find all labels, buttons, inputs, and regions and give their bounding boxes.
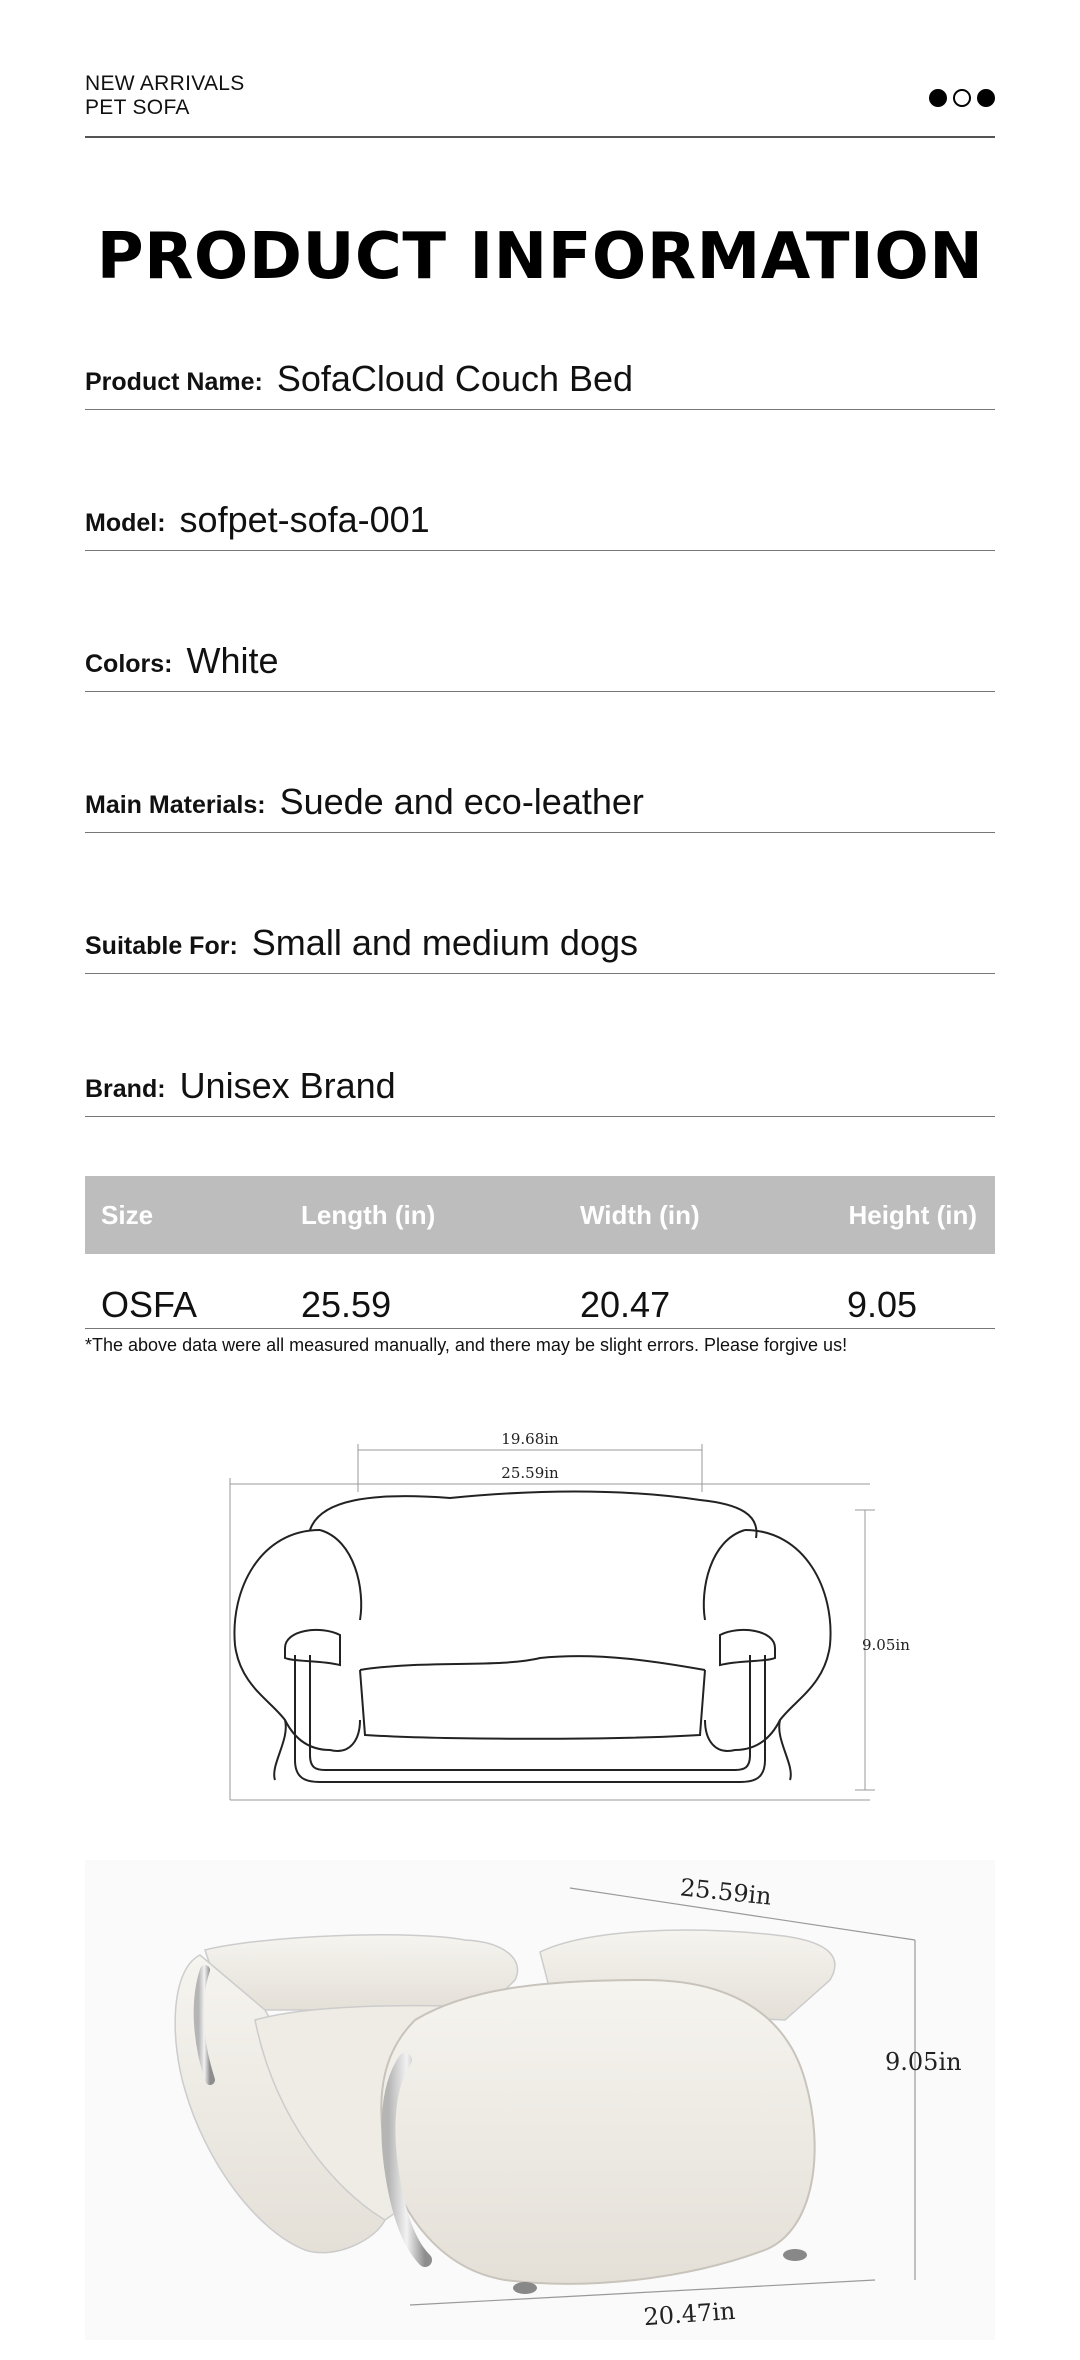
info-label: Suitable For:: [85, 932, 238, 960]
dot-hollow-icon: [953, 89, 971, 107]
cell-width: 20.47: [580, 1284, 671, 1325]
info-value: White: [186, 640, 279, 681]
sofa-line-drawing: [200, 1420, 910, 1820]
header-length: Length (in): [301, 1200, 436, 1230]
info-label: Brand:: [85, 1075, 166, 1103]
info-label: Product Name:: [85, 368, 263, 396]
dot-filled-icon: [977, 89, 995, 107]
size-table: [85, 1176, 995, 1329]
header-size: Size: [101, 1200, 154, 1230]
cell-size: OSFA: [101, 1284, 198, 1325]
info-value: sofpet-sofa-001: [179, 499, 430, 540]
photo-dim-width: 20.47in: [642, 2296, 737, 2332]
info-label: Colors:: [85, 650, 173, 678]
info-label: Main Materials:: [85, 791, 266, 819]
top-header: [85, 72, 995, 138]
info-value: Unisex Brand: [179, 1065, 396, 1106]
page-title: PRODUCT INFORMATION: [96, 220, 984, 294]
dim-length: 25.59in: [501, 1464, 559, 1482]
header-new-arrivals: NEW ARRIVALS: [85, 72, 245, 95]
info-row-materials: [85, 773, 995, 833]
info-value: SofaCloud Couch Bed: [276, 358, 634, 399]
info-row-product-name: [85, 350, 995, 410]
cell-height: 9.05: [847, 1284, 918, 1325]
dot-filled-icon: [929, 89, 947, 107]
info-value: Small and medium dogs: [251, 922, 638, 963]
sofa-outline: [234, 1492, 830, 1783]
measurement-note: *The above data were all measured manually, and there may be slight errors. Please forgive us!: [85, 1335, 848, 1355]
header-width: Width (in): [580, 1200, 700, 1230]
header-pet-sofa: PET SOFA: [85, 96, 190, 119]
pagination-dots: [929, 89, 995, 107]
size-table-row: [85, 1254, 995, 1329]
info-value: Suede and eco-leather: [279, 781, 644, 822]
sofa-3d-drawing: [85, 1860, 995, 2340]
header-height: Height (in): [848, 1200, 977, 1230]
dimension-lines: [230, 1444, 875, 1800]
dim-height: 9.05in: [862, 1636, 910, 1654]
info-row-suitable-for: [85, 914, 995, 974]
photo-dim-height: 9.05in: [885, 2048, 962, 2076]
info-row-model: [85, 491, 995, 551]
size-table-header: [85, 1176, 995, 1254]
dim-seat-width: 19.68in: [501, 1430, 559, 1448]
info-row-colors: [85, 632, 995, 692]
info-label: Model:: [85, 509, 166, 537]
info-row-brand: [85, 1057, 995, 1117]
photo-dim-length: 25.59in: [678, 1873, 773, 1911]
cell-length: 25.59: [301, 1284, 392, 1325]
